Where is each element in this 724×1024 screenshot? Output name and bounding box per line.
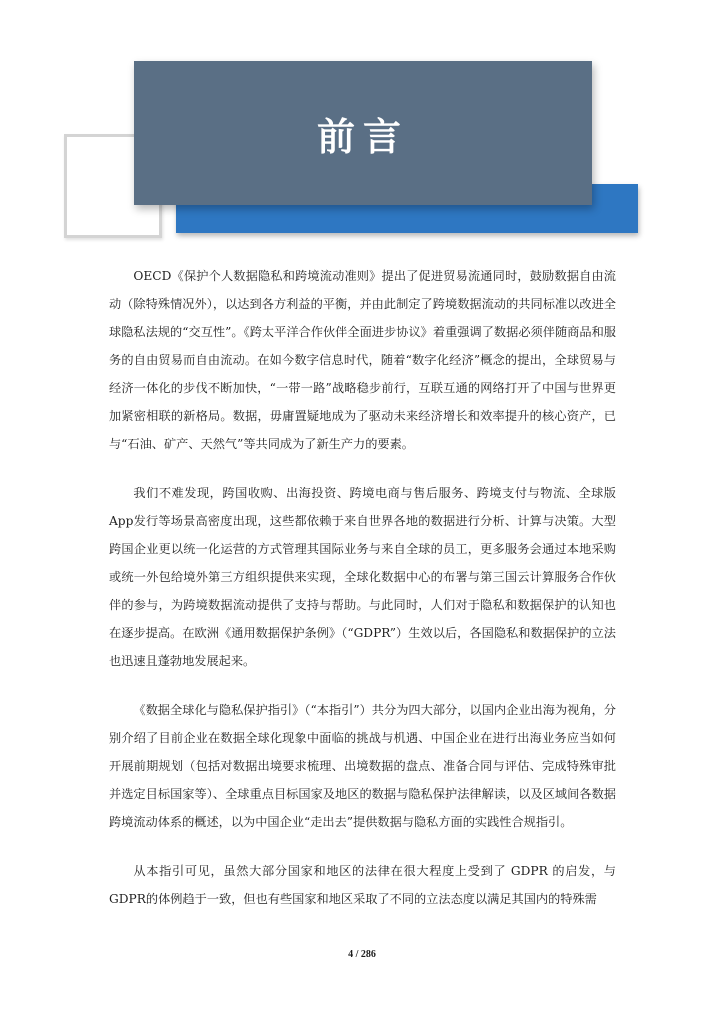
- page-title: 前言: [316, 114, 409, 159]
- paragraph-4: 从本指引可见，虽然大部分国家和地区的法律在很大程度上受到了 GDPR 的启发，与GDPR的体例趋于一致，但也有些国家和地区采取了不同的立法态度以满足其国内的特殊需: [109, 864, 616, 906]
- paragraph-1: OECD《保护个人数据隐私和跨境流动准则》提出了促进贸易流通同时，鼓励数据自由流动（除特殊情况外），以达到各方利益的平衡，并由此制定了跨境数据流动的共同标准以改进全球隐私法规的“交互性”。《跨太平洋合作伙伴全面进步协议》着重强调了数据必须伴随商品和服务的自由贸易而自由流动。在如今数字信息时代，随着“数字化经济”概念的提出，全球贸易与经济一体化的步伐不断加快，“一带一路”战略稳步前行，互联互通的网络打开了中国与世界更加紧密相联的新格局。数据，毋庸置疑地成为了驱动未来经济增长和效率提升的核心资产，已与“石油、矿产、天然气”等共同成为了新生产力的要素。: [109, 269, 616, 451]
- paragraph-3: 《数据全球化与隐私保护指引》（“本指引”）共分为四大部分，以国内企业出海为视角，分别介绍了目前企业在数据全球化现象中面临的挑战与机遇、中国企业在进行出海业务应当如何开展前期规划（包括对数据出境要求梳理、出境数据的盘点、准备合同与评估、完成特殊审批并选定目标国家等）、全球重点目标国家及地区的数据与隐私保护法律解读，以及区域间各数据跨境流动体系的概述，以为中国企业“走出去”提供数据与隐私方面的实践性合规指引。: [109, 703, 616, 829]
- page-number: 4 / 286: [348, 949, 376, 960]
- paragraph-2: 我们不难发现，跨国收购、出海投资、跨境电商与售后服务、跨境支付与物流、全球版App发行等场景高密度出现，这些都依赖于来自世界各地的数据进行分析、计算与决策。大型跨国企业更以统一化运营的方式管理其国际业务与来自全球的员工，更多服务会通过本地采购或统一外包给境外第三方组织提供来实现，全球化数据中心的布署与第三国云计算服务合作伙伴的参与，为跨境数据流动提供了支持与帮助。与此同时，人们对于隐私和数据保护的认知也在逐步提高。在欧洲《通用数据保护条例》（“GDPR”）生效以后，各国隐私和数据保护的立法也迅速且蓬勃地发展起来。: [109, 486, 616, 668]
- body-text: [109, 262, 616, 913]
- title-banner: [134, 61, 592, 205]
